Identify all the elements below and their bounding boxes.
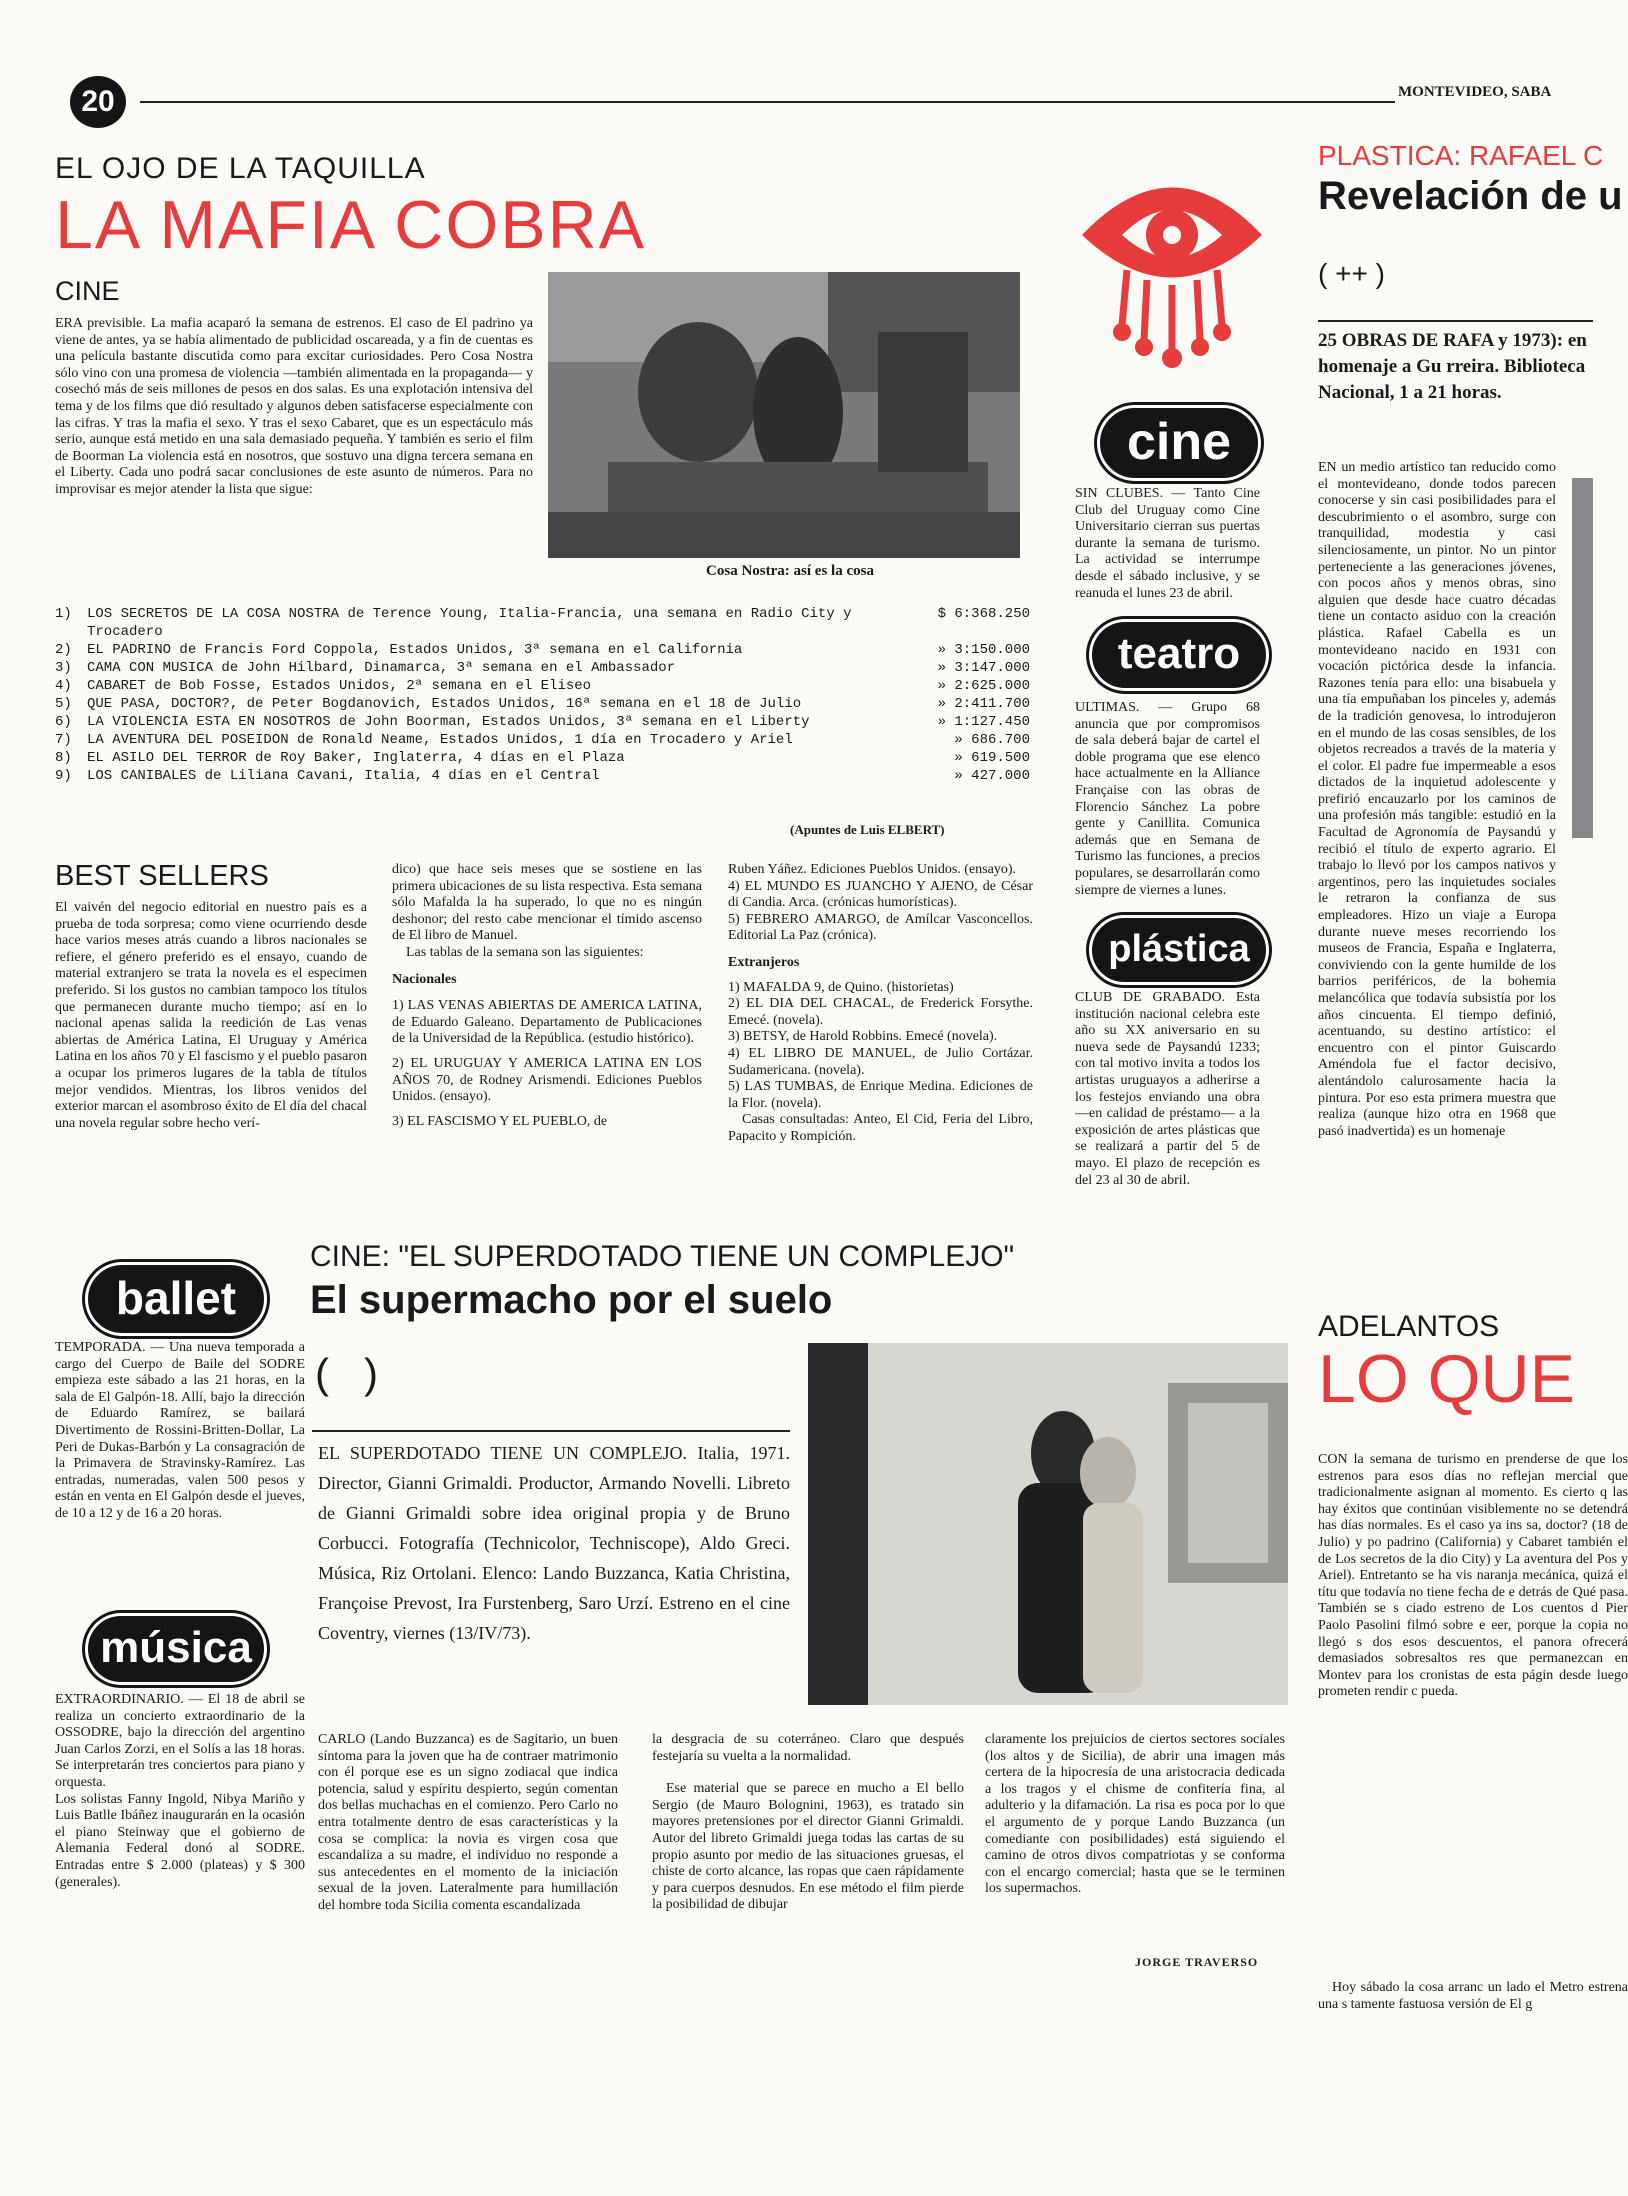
supermacho-photo	[808, 1343, 1288, 1705]
list-item: 4) CABARET de Bob Fosse, Estados Unidos, 2ª semana en el Eliseo » 2:625.000	[55, 678, 1030, 694]
list-item: 5) LAS TUMBAS, de Enrique Medina. Ediciones de la Flor. (novela).	[728, 1079, 1033, 1111]
adelantos-body2: Hoy sábado la cosa arranc un lado el Metro estrena una s tamente fastuosa versión de El g	[1318, 1980, 1628, 2012]
list-item: 4) EL LIBRO DE MANUEL, de Julio Cortázar. Sudamericana. (novela).	[728, 1045, 1033, 1078]
cine-note: SIN CLUBES. — Tanto Cine Club del Uruguay como Cine Universitario cierran sus puertas durante la semana de turismo. La actividad se interrumpe desde el sábado inclusive, y se reanuda el lunes 23 de abril.	[1075, 486, 1260, 601]
red-eye-icon	[1072, 150, 1272, 380]
cine-pill: cine	[1100, 408, 1258, 478]
plastica-body: EN un medio artístico tan reducido como el montevideano, donde todos parecen conocerse y sin casi posibilidades para el descubrimiento o el asombro, surge con tranquilidad, modestia y casi silenciosamente, un pintor. No un pintor perteneciente a las generaciones jóvenes, con pocos años y menos obras, sino alguien que desde hace cuatro décadas tiene un contacto asiduo con la creación plástica. Rafael Cabella es un montevideano nacido en 1931 con vocación pictórica desde la infancia. Razones tenía para ello: una bisabuela y una tía empuñaban los pinceles y, además de la tradición genovesa, lo introdujeron en el mundo de las cosas sensibles, de los objetos recreados a través de la materia y el color. El padre fue impermeable a esos dictados de la inquietud adolescente y prefirió encauzarlo por los caminos de una profesión más tangible: estudió en la Facultad de Agronomía de Paysandú y recibió el título de experto agrario. El trabajo lo llevó por los campos nativos y argentinos, pero las inquietudes sociales le retraron la confianza de sus empleadores. Hizo un viaje a Europa durante nueve meses recorriendo los museos de Francia, España e Inglaterra, conviviendo con la gente humilde de los barrios periféricos, de la bohemia melancólica que todavía subsistía por los años cincuenta. El tiempo definió, acentuando, su destino artístico: el encuentro con el pintor Guiscardo Améndola fue el factor decisivo, alentándolo calurosamente hacia la pintura. Por eso esta primera muestra que realiza (aunque hizo otra en 1968 que pasó inadvertida) es un homenaje	[1318, 460, 1556, 1139]
list-item: 4) EL MUNDO ES JUANCHO Y AJENO, de César di Candia. Arca. (crónicas humorísticas).	[728, 878, 1033, 911]
list-item: 9) LOS CANIBALES de Liliana Cavani, Italia, 4 días en el Central » 427.000	[55, 768, 1030, 784]
superdotado-headline: El supermacho por el suelo	[310, 1278, 833, 1322]
superdotado-col1: CARLO (Lando Buzzanca) es de Sagitario, un buen síntoma para la joven que ha de contraer matrimonio con él porque ese es un signo zodiacal que indica potencia, salud y espíritu despierto, según comentan dos bellas muchachas en el comienzo. Pero Carlo no entra totalmente dentro de esas características y la cosa se complica: la novia es virgen cosa que escandaliza a su madre, el individuo no responde a sus antecedentes en el momento de la iniciación sexual de la joven. Lateralmente para humillación del hombre toda Sicilia comenta escandalizada	[318, 1732, 618, 1913]
painting-photo	[1572, 478, 1593, 838]
nacionales-heading: Nacionales	[392, 971, 457, 987]
adelantos-kicker: ADELANTOS	[1318, 1310, 1500, 1343]
cine-section-label: CINE	[55, 276, 120, 306]
teatro-pill: teatro	[1092, 622, 1266, 688]
best-sellers-col3-top: Ruben Yáñez. Ediciones Pueblos Unidos. (ensayo).	[728, 862, 1016, 877]
masthead: MONTEVIDEO, SABA	[1398, 84, 1552, 100]
list-item: 1) LAS VENAS ABIERTAS DE AMERICA LATINA, de Eduardo Galeano. Departamento de Publicaciones de la Universidad de la República. (estudio histórico).	[392, 998, 702, 1047]
teatro-note: ULTIMAS. — Grupo 68 anuncia que por compromisos de sala deberá bajar de cartel el doble programa que ese elenco hace actualmente en la Alliance Française con las obras de Florencio Sánchez La pobre gente y Canillita. Comunica además que en Semana de Turismo las funciones, a precios populares, se desarrollarán como siempre de viernes a lunes.	[1075, 700, 1260, 898]
taquilla-kicker: EL OJO DE LA TAQUILLA	[55, 152, 426, 185]
right-column	[1280, 130, 1628, 2196]
plastica-pill: plástica	[1092, 918, 1266, 982]
signature: JORGE TRAVERSO	[1135, 1955, 1259, 1969]
superdotado-credits: EL SUPERDOTADO TIENE UN COMPLEJO. Italia, 1971. Director, Gianni Grimaldi. Productor, Armando Novelli. Libreto de Gianni Grimaldi sobre idea original propia y de Bruno Corbucci. Fotografía (Technicolor, Techniscope), Aldo Greci. Música, Riz Ortolani. Elenco: Lando Buzzanca, Katia Christina, Françoise Prevost, Ira Furstenberg, Saro Urzí. Estreno en el cine Coventry, viernes (13/IV/73).	[318, 1443, 790, 1643]
list-item: 8) EL ASILO DEL TERROR de Roy Baker, Inglaterra, 4 días en el Plaza » 619.500	[55, 750, 1030, 766]
superdotado-kicker: CINE: "EL SUPERDOTADO TIENE UN COMPLEJO"	[310, 1240, 1015, 1273]
adelantos-body: CON la semana de turismo en prenderse de que los estrenos para esos días no reflejan mercial que tradicionalmente asignan al momento. Es cierto q las hay éxitos que continúan visiblemente no se detendrá has días normales. Es el caso ya ins sa, doctor? (18 de Julio) y po padrino (California) y Cabaret también el de Los secretos de la dio City) y La aventura del Pos y Ariel). Entretanto se ha vis naranja mecánica, quizá el títu que todavía no tiene fecha de e detrás de Qué pasa. También se s ciado estreno de Los cuentos d Pier Paolo Pasolini filmó sobre e eer, porque la copia no llegó s dos esos descuentos, el panora ofrecerá demasiados sobresaltos res que permanezcan en Montev para los cronistas de esta págin desde luego prometen rendir c pueda.	[1318, 1452, 1628, 1700]
superdotado-col2a: la desgracia de su coterráneo. Claro que después festejaría su vuelta a la normalidad.	[652, 1732, 964, 1764]
superdotado-rule	[312, 1430, 790, 1432]
list-item: 3) CAMA CON MUSICA de John Hilbard, Dinamarca, 3ª semana en el Ambassador » 3:147.000	[55, 660, 1030, 676]
ballet-pill: ballet	[88, 1265, 264, 1333]
list-item: 6) LA VIOLENCIA ESTA EN NOSOTROS de John Boorman, Estados Unidos, 3ª semana en el Liberty » 1:127.450	[55, 714, 1030, 730]
list-item: 2) EL DIA DEL CHACAL, de Frederick Forsythe. Emecé. (novela).	[728, 996, 1033, 1028]
best-sellers-intro2: Las tablas de la semana son las siguientes:	[406, 944, 644, 960]
list-item: 1) LOS SECRETOS DE LA COSA NOSTRA de Terence Young, Italia-Francia, una semana en Radio City y Trocadero $ 6:368.250	[55, 606, 1030, 640]
best-sellers-col3	[728, 862, 1033, 1146]
list-item: 5) QUE PASA, DOCTOR?, de Peter Bogdanovich, Estados Unidos, 16ª semana en el 18 de Julio » 2:411.700	[55, 696, 1030, 712]
ballet-note: TEMPORADA. — Una nueva temporada a cargo del Cuerpo de Baile del SODRE empieza este sábado a las 21 horas, en la sala de El Galpón-18. Allí, bajo la dirección de Eduardo Ramírez, se bailará Divertimento de Rossini-Britten-Dollar, La Peri de Dukas-Barbón y La consagración de la Primavera de Stravinsky-Ramírez. Las entradas, numeradas, valen 500 pesos y están en venta en El Galpón desde el jueves, de 10 a 12 y de 16 a 20 horas.	[55, 1340, 305, 1521]
list-item: 1) MAFALDA 9, de Quino. (historietas)	[728, 979, 954, 995]
plastica-rule	[1318, 320, 1593, 322]
list-item: 3) EL FASCISMO Y EL PUEBLO, de	[392, 1113, 608, 1129]
musica-pill: música	[88, 1616, 264, 1682]
plastica-note: CLUB DE GRABADO. Esta institución nacional celebra este año su XX aniversario en su nueva sede de Paysandú 1233; con tal motivo invita a todos los artistas uruguayos a adherirse a los festejos enviando una obra —en calidad de préstamo— a la exposición de artes plásticas que se realizará a partir del 5 de mayo. El plazo de recepción es del 23 al 30 de abril.	[1075, 990, 1260, 1188]
superdotado-col2b: Ese material que se parece en mucho a El bello Sergio (de Mauro Bolognini, 1963), es tratado sin mayores pretensiones por el director Gianni Grimaldi. Autor del libreto Grimaldi juega todas las cartas de su propio asunto por medio de las situaciones gruesas, el chiste de corto alcance, las ropas que caen rápidamente y para cuerpos desnudos. En ese método el film pierde la posibilidad de dibujar	[652, 1781, 964, 1913]
musica-text2: Los solistas Fanny Ingold, Nibya Mariño y Luis Batlle Ibáñez inaugurarán en la ocasión el piano Steinway que el gobierno de Alemania Federal donó al SODRE. Entradas entre $ 2.000 (plateas) y $ 300 (generales).	[55, 1791, 305, 1890]
plastica-intro: 25 OBRAS DE RAFA y 1973): en homenaje a Gu rreira. Biblioteca Nacional, 1 a 21 horas.	[1318, 330, 1587, 403]
cosa-nostra-photo-image	[548, 272, 1020, 558]
list-item: 3) BETSY, de Harold Robbins. Emecé (novela).	[728, 1029, 998, 1045]
header-rule	[140, 101, 1395, 103]
adelantos-headline: LO QUE	[1318, 1341, 1575, 1417]
cosa-nostra-photo	[548, 272, 1020, 558]
box-office-list	[55, 605, 1030, 785]
plastica-rating: ( ++ )	[1318, 258, 1385, 289]
list-item: 5) FEBRERO AMARGO, de Amílcar Vasconcellos. Editorial La Paz (crónica).	[728, 911, 1033, 944]
taquilla-body: ERA previsible. La mafia acaparó la semana de estrenos. El caso de El padrino ya viene de antes, ya se había alimentado de publicidad oscareada, y a fin de cuentas es una película bastante discutida como para excitar curiosidades. Pero Cosa Nostra sólo vino con una promesa de violencia —también alimentada en la propaganda— y cosechó más de seis millones de pesos en dos salas. Es una explotación intensiva del tema y de los films que dió resultado y algunos deben satisfacerse especialmente con las cifras. Y tras la mafia el sexo. Y tras el sexo Cabaret, que es un espectáculo más serio, aunque está metido en una sala demasiado pequeña. Y también es serio el film de Boorman La violencia está en nosotros, que sostuvo una digna tercera semana en el Liberty. Cada uno podrá sacar conclusiones de este asunto de números. Para no improvisar es mejor atender la lista que sigue:	[55, 316, 533, 497]
taquilla-headline: LA MAFIA COBRA	[55, 187, 647, 263]
photo-caption: Cosa Nostra: así es la cosa	[706, 563, 874, 579]
page-number-badge: 20	[70, 76, 126, 128]
supermacho-photo-image	[808, 1343, 1288, 1705]
plastica-kicker: PLASTICA: RAFAEL C	[1318, 140, 1604, 171]
extranjeros-heading: Extranjeros	[728, 954, 800, 970]
list-item: 7) LA AVENTURA DEL POSEIDON de Ronald Neame, Estados Unidos, 1 día en Trocadero y Ariel » 686.700	[55, 732, 1030, 748]
best-sellers-intro: dico) que hace seis meses que se sostiene en las primera ubicaciones de su lista respectiva. Esta semana sólo Mafalda la ha superado, lo que no es ningún deshonor; del resto cabe mencionar el tímido ascenso de El libro de Manuel.	[392, 862, 702, 944]
musica-note	[55, 1692, 305, 1891]
musica-text: EXTRAORDINARIO. — El 18 de abril se realiza un concierto extraordinario de la OSSODRE, bajo la dirección del argentino Juan Carlos Zorzi, en el Solís a las 18 horas. Se interpretarán tres conciertos para piano y orquesta.	[55, 1692, 305, 1790]
best-sellers-heading: BEST SELLERS	[55, 860, 269, 892]
casas-consultadas: Casas consultadas: Anteo, El Cid, Feria del Libro, Papacito y Rompición.	[728, 1112, 1033, 1144]
list-item: 2) EL PADRINO de Francis Ford Coppola, Estados Unidos, 3ª semana en el California » 3:150.000	[55, 642, 1030, 658]
superdotado-rating: ( )	[315, 1350, 378, 1397]
superdotado-col3: claramente los prejuicios de ciertos sectores sociales (los altos y de Sicilia), de abrir una imagen más certera de la hipocresía de una aristocracia dedicada a los tragos y el chisme de confitería fina, al adulterio y la difamación. La risa es poca por lo que el argumento de y porque Lando Buzzanca (un comediante con posibilidades) está siguiendo el camino de otros divos compatriotas y se conforma con el encargo comercial; hasta que se le terminen los supermachos.	[985, 1732, 1285, 1897]
best-sellers-col2	[392, 862, 702, 1130]
plastica-headline: Revelación de u	[1318, 174, 1623, 218]
superdotado-col2	[652, 1732, 964, 1914]
best-sellers-col1: El vaivén del negocio editorial en nuestro país es a prueba de toda sorpresa; como viene ocurriendo desde hace varios meses atrás cuando a libros nacionales se refiere, el género preferido es el ensayo, cuando de material extranjero se trata la novela es el especimen preferido. Si los gustos no cambian tampoco los títulos que permanecen durante mucho tiempo; así en lo nacional apenas salida la reedición de Las venas abiertas de América Latina, El Uruguay y América Latina en los años 70 y El fascismo y el pueblo pasaron a ocupar los primeros lugares de la tabla de títulos mejor vendidos. Mientras, los libros venidos del exterior marcan el asombroso éxito de El día del chacal una novela regular sobre hecho verí-	[55, 900, 367, 1131]
taquilla-credit: (Apuntes de Luis ELBERT)	[790, 822, 945, 837]
list-item: 2) EL URUGUAY Y AMERICA LATINA EN LOS AÑOS 70, de Rodney Arismendi. Ediciones Pueblos Unidos. (ensayo).	[392, 1055, 702, 1105]
